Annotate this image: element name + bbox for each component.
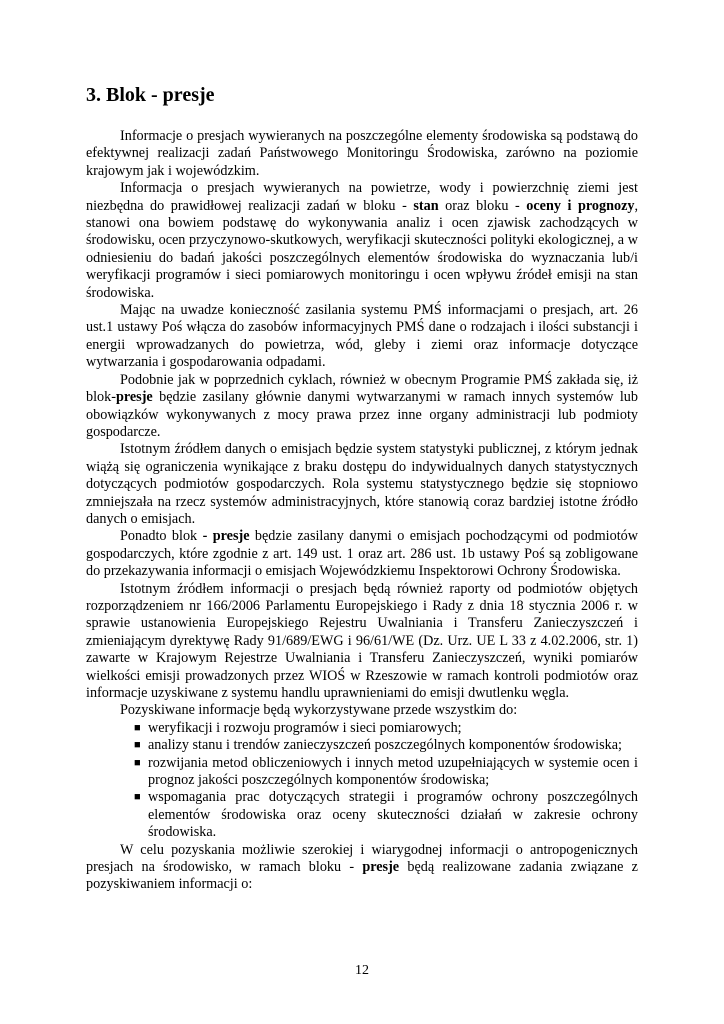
section-heading: 3. Blok - presje bbox=[86, 84, 215, 106]
list-item-text: weryfikacji i rozwoju programów i sieci pomiarowych; bbox=[148, 719, 462, 736]
p2-text-a: Informacja o presjach wywieranych na powietrze, wody i powierzchnię ziemi jest niezbędna do prawidłowej realizacji zadań w bloku - bbox=[86, 180, 638, 214]
p9-bold-presje: presje bbox=[362, 859, 400, 876]
bullet-list bbox=[86, 720, 638, 842]
p2-bold-oceny: oceny i prognozy bbox=[526, 197, 635, 214]
list-item-text: rozwijania metod obliczeniowych i innych metod uzupełniających w systemie ocen i prognoz jakości poszczególnych komponentów środowiska; bbox=[148, 754, 638, 789]
paragraph-7: Istotnym źródłem informacji o presjach będą również raporty od podmiotów objętych rozporządzeniem nr 166/2006 Parlamentu Europejskiego i Rady z dnia 18 stycznia 2006 r. w sprawie ustanowienia Europejskiego Rejestru Uwalniania i Transferu Zanieczyszczeń i zmieniającym dyrektywę Rady 91/689/EWG i 96/61/WE (Dz. Urz. UE L 33 z 4.02.2006, str. 1) zawarte w Krajowym Rejestrze Uwalniania i Transferu Zanieczyszczeń, wyniki pomiarów wielkości emisji prowadzonych przez WIOŚ w Rzeszowie w ramach kontroli podmiotów oraz informacje uzyskiwane z systemu handlu uprawnieniami do emisji dwutlenku węgla. bbox=[86, 580, 638, 701]
p6-text-a: Ponadto blok bbox=[120, 528, 203, 545]
paragraph-4 bbox=[86, 372, 638, 442]
list-item-text: analizy stanu i trendów zanieczyszczeń poszczególnych komponentów środowiska; bbox=[148, 737, 622, 754]
list-item bbox=[134, 719, 638, 737]
p4-text-c: będzie zasilany głównie danymi wytwarzanymi w ramach innych systemów lub obowiązków wykonywanych z mocy prawa przez inne organy administracji lub podmioty gospodarcze. bbox=[86, 389, 638, 440]
list-item bbox=[134, 789, 638, 841]
p4-text-a: Podobnie jak w poprzednich cyklach, również w obecnym Programie PMŚ zakłada się, iż blok- bbox=[86, 371, 638, 406]
bullet-icon: ■ bbox=[134, 739, 141, 752]
p6-bold-presje: - presje bbox=[202, 528, 250, 545]
paragraph-5: Istotnym źródłem danych o emisjach będzie system statystyki publicznej, z którym jednak wiążą się ograniczenia wynikające z braku dostępu do indywidualnych danych statystycznych dotyczących podmiotów gospodarczych. Rola systemu statystycznego będzie się stopniowo zmniejszała na rzecz systemów administracyjnych, które stanowią coraz bardziej istotne źródło danych o emisjach. bbox=[86, 441, 638, 527]
bullet-icon: ■ bbox=[134, 756, 141, 769]
bullet-icon: ■ bbox=[134, 721, 141, 734]
paragraph-3: Mając na uwadze konieczność zasilania systemu PMŚ informacjami o presjach, art. 26 ust.1 ustawy Poś włącza do zasobów informacyjnych PMŚ dane o rodzajach i ilości substancji i energii wprowadzanych do powietrza, wód, gleby i ziemi oraz informacje dotyczące wytwarzania i gospodarowania odpadami. bbox=[86, 302, 638, 371]
bullet-icon: ■ bbox=[134, 791, 141, 804]
list-item bbox=[134, 754, 638, 790]
list-item-text: wspomagania prac dotyczących strategii i programów ochrony poszczególnych elementów środowiska oraz oceny skuteczności działań w zakresie ochrony środowiska. bbox=[148, 789, 638, 841]
paragraph-9 bbox=[86, 842, 638, 894]
p6-text-c: będzie zasilany danymi o emisjach pochodzącymi od podmiotów gospodarczych, które zgodnie z art. 149 ust. 1 oraz art. 286 ust. 1b ustawy Poś są zobligowane do przekazywania informacji o emisjach Wojewódzkiemu Inspektorowi Ochrony Środowiska. bbox=[86, 528, 638, 580]
paragraph-1: Informacje o presjach wywieranych na poszczególne elementy środowiska są podstawą do efektywnej realizacji zadań Państwowego Monitoringu Środowiska, zarówno na poziomie krajowym jak i wojewódzkim. bbox=[86, 128, 638, 179]
page-number: 12 bbox=[355, 963, 369, 978]
p2-bold-stan: stan bbox=[413, 197, 439, 214]
p4-bold-presje: presje bbox=[115, 389, 153, 406]
paragraph-2 bbox=[86, 180, 638, 302]
paragraph-6 bbox=[86, 528, 638, 580]
list-item bbox=[134, 737, 638, 754]
document-page bbox=[86, 83, 638, 894]
p9-text-c: będą realizowane zadania związane z pozyskiwaniem informacji o: bbox=[86, 859, 638, 893]
p2-text-c: oraz bloku - bbox=[438, 197, 527, 214]
p9-text-a: W celu pozyskania możliwie szerokiej i wiarygodnej informacji o antropogenicznych presjach na środowisko, w ramach bloku - bbox=[86, 841, 638, 876]
paragraph-8: Pozyskiwane informacje będą wykorzystywane przede wszystkim do: bbox=[120, 702, 518, 719]
p2-text-e: , stanowi ona bowiem podstawę do wykonywania analiz i ocen zjawisk zachodzących w środowisku, ocen przyczynowo-skutkowych, weryfikacji skuteczności polityki ekologicznej, a w odniesieniu do badań jakości poszczególnych elementów środowiska do wyznaczania lub/i weryfikacji programów i sieci pomiarowych monitoringu i ocen wpływu źródeł emisji na stan środowiska. bbox=[86, 197, 639, 301]
